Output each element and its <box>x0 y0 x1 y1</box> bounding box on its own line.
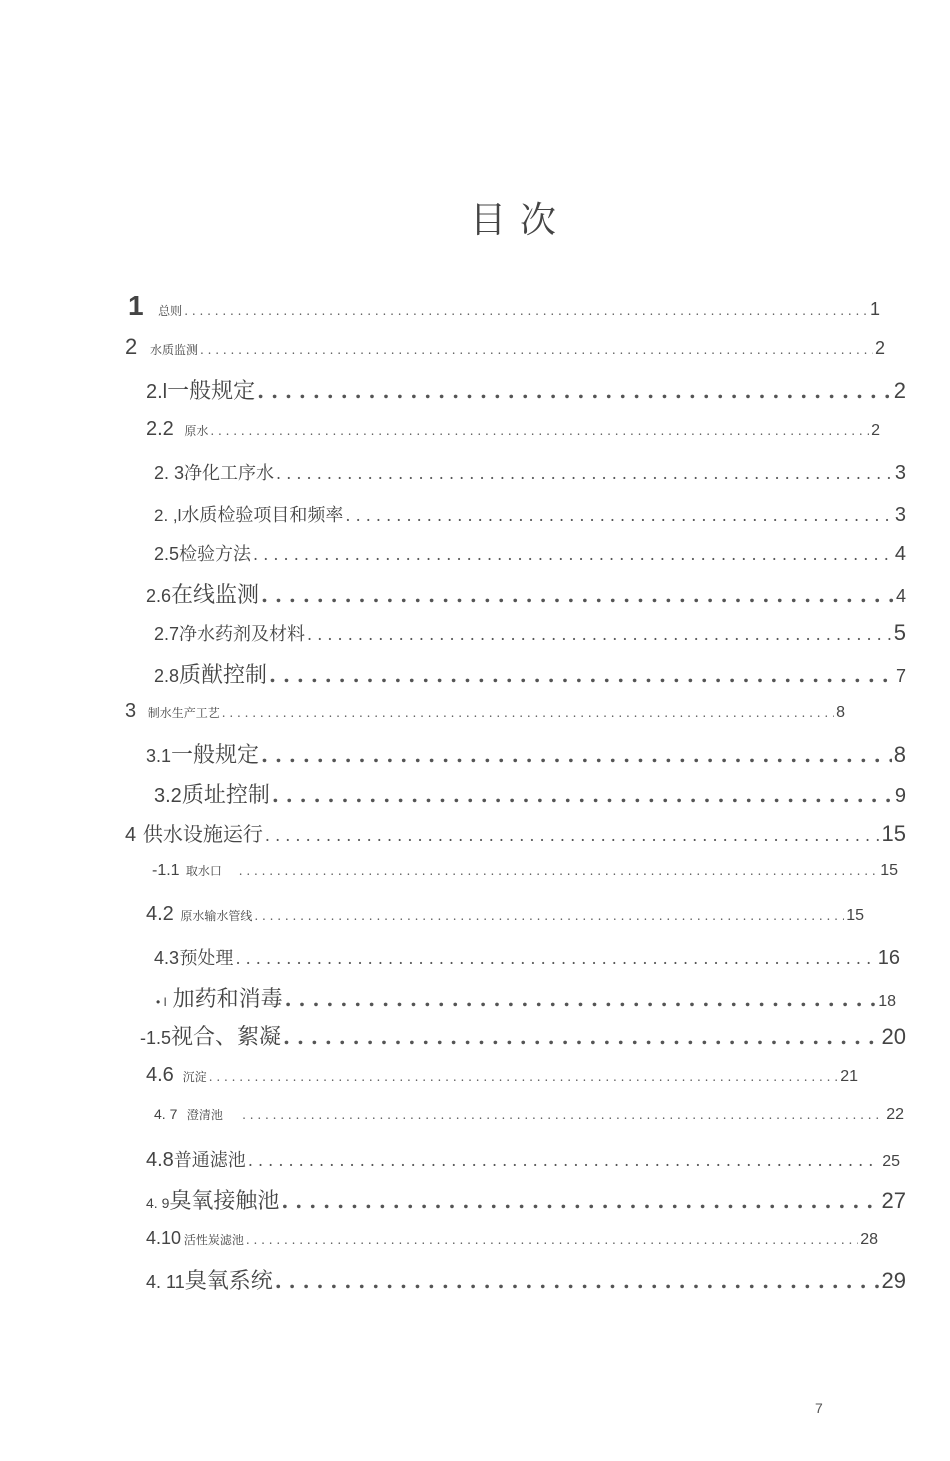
entry-label: 原水输水管线 <box>180 909 253 923</box>
toc-entry[interactable] <box>146 374 906 405</box>
toc-entry[interactable] <box>125 334 885 360</box>
toc-entry[interactable] <box>154 540 906 566</box>
entry-label: 活性炭滤池 <box>183 1233 244 1247</box>
entry-page: 28 <box>860 1231 878 1248</box>
page-number: 7 <box>815 1400 823 1416</box>
leader-dots <box>210 424 869 438</box>
leader-dots <box>235 949 875 968</box>
entry-label: 澄清池 <box>186 1108 223 1122</box>
entry-page: 20 <box>881 1024 906 1049</box>
entry-label: 质址控制 <box>181 783 270 808</box>
toc-entry[interactable] <box>140 1020 906 1051</box>
entry-page: 4 <box>895 586 906 606</box>
toc-entry[interactable] <box>154 501 906 527</box>
toc-entry[interactable] <box>146 1184 906 1215</box>
toc-entry[interactable] <box>152 862 898 880</box>
entry-number: 3 <box>125 700 137 722</box>
leader-dots <box>239 864 879 878</box>
leader-dots <box>253 545 893 564</box>
leader-dots <box>345 506 892 525</box>
leader-dots <box>276 464 893 483</box>
leader-dots <box>275 1269 880 1293</box>
leader-dots <box>200 343 873 357</box>
toc-entry[interactable] <box>146 903 864 926</box>
entry-label: 臭氧系统 <box>184 1269 273 1294</box>
leader-dots <box>242 1108 884 1122</box>
leader-dots <box>261 583 894 607</box>
entry-label: 原水 <box>184 424 209 438</box>
entry-page: 18 <box>878 993 896 1010</box>
entry-label: 视合、絮凝 <box>171 1025 282 1050</box>
entry-label: 供水设施运行 <box>142 822 263 846</box>
entry-label: 臭氧接触池 <box>169 1189 280 1214</box>
leader-dots <box>257 379 892 403</box>
entry-label: 取水口 <box>185 864 222 878</box>
entry-page: 29 <box>881 1268 906 1293</box>
entry-page: 7 <box>895 666 906 686</box>
entry-number: 4. 7 <box>154 1106 178 1122</box>
toc-entry[interactable] <box>154 459 906 485</box>
toc-entry[interactable] <box>154 658 906 689</box>
entry-label: 沉淀 <box>182 1070 207 1084</box>
entry-page: 15 <box>846 907 864 924</box>
entry-page: 27 <box>881 1188 906 1213</box>
leader-dots <box>184 304 868 318</box>
entry-number: 4 <box>125 824 137 846</box>
entry-label: 一般规定 <box>171 743 260 768</box>
entry-number: 4.3 <box>154 948 180 968</box>
toc-entry[interactable] <box>154 778 906 809</box>
entry-number: 2.6 <box>146 586 172 606</box>
entry-number: 2.2 <box>146 418 174 440</box>
entry-label: 总则 <box>158 304 183 318</box>
toc-entry[interactable] <box>146 738 906 769</box>
leader-dots <box>307 625 892 644</box>
toc-entry[interactable] <box>125 818 906 847</box>
entry-page: 8 <box>836 704 845 721</box>
entry-label: 水质检验项目和频率 <box>181 505 344 526</box>
entry-number: 2.7 <box>154 624 180 644</box>
leader-dots <box>209 1070 839 1084</box>
leader-dots <box>269 663 894 687</box>
leader-dots <box>246 1233 858 1247</box>
entry-number: 4.8 <box>146 1149 174 1171</box>
entry-page: 22 <box>886 1106 904 1123</box>
entry-number: 2. 3 <box>154 463 185 483</box>
toc-entry[interactable] <box>154 944 900 970</box>
entry-number: 2.l <box>146 381 168 403</box>
entry-number: 4.10 <box>146 1228 182 1248</box>
entry-page: 15 <box>881 821 906 846</box>
toc-entry[interactable] <box>146 1228 878 1249</box>
toc-entry[interactable] <box>128 290 880 322</box>
toc-entry[interactable] <box>156 982 896 1013</box>
entry-page: 4 <box>894 543 906 565</box>
entry-label: 一般规定 <box>167 379 256 404</box>
entry-page: 3 <box>894 462 906 484</box>
leader-dots <box>254 909 844 923</box>
entry-page: 3 <box>894 504 906 526</box>
entry-page: 2 <box>893 378 906 403</box>
toc-entry[interactable] <box>154 620 906 646</box>
entry-number: -1.1 <box>152 862 180 879</box>
entry-page: 1 <box>869 299 880 319</box>
toc-entry[interactable] <box>125 700 845 723</box>
leader-dots <box>265 826 880 845</box>
entry-number: 3.2 <box>154 785 182 807</box>
entry-number: 3.1 <box>146 746 172 766</box>
entry-page: 25 <box>882 1153 900 1170</box>
leader-dots <box>272 783 893 807</box>
entry-label: 质猷控制 <box>179 663 268 688</box>
entry-number: • I <box>156 995 167 1009</box>
entry-number: 4.6 <box>146 1064 174 1086</box>
entry-page: 8 <box>893 742 906 767</box>
toc-entry[interactable] <box>146 418 880 441</box>
leader-dots <box>285 987 877 1011</box>
entry-number: 4. 9 <box>146 1195 170 1211</box>
leader-dots <box>283 1025 879 1049</box>
entry-number: 2.8 <box>154 666 180 686</box>
toc-title: 目次 <box>469 200 570 241</box>
toc-entry[interactable] <box>146 1146 900 1172</box>
toc-entry[interactable] <box>154 1106 904 1124</box>
entry-page: 2 <box>874 338 885 358</box>
entry-label: 水质监测 <box>149 343 198 357</box>
entry-label: 净水药剂及材料 <box>179 624 306 645</box>
leader-dots <box>248 1151 880 1170</box>
toc-entry[interactable] <box>146 1064 858 1087</box>
entry-number: 1 <box>128 290 144 321</box>
entry-page: 16 <box>877 947 900 969</box>
entry-number: -1.5 <box>140 1028 172 1048</box>
entry-number: 4. 11 <box>146 1272 185 1292</box>
entry-number: 2 <box>125 334 138 359</box>
entry-page: 2 <box>871 422 880 439</box>
leader-dots <box>222 706 834 720</box>
entry-number: 2. ,l <box>154 506 182 525</box>
toc-entry[interactable] <box>146 1264 906 1295</box>
entry-page: 5 <box>893 620 906 645</box>
entry-page: 21 <box>840 1068 858 1085</box>
entry-label: 普通滤池 <box>173 1150 246 1171</box>
entry-label: 净化工序水 <box>184 463 275 484</box>
leader-dots <box>281 1189 879 1213</box>
entry-page: 15 <box>880 862 899 879</box>
entry-label: 加药和消毒 <box>172 987 283 1012</box>
entry-number: 2.5 <box>154 544 180 564</box>
entry-label: 预处理 <box>179 948 234 969</box>
leader-dots <box>261 743 892 767</box>
entry-label: 制水生产工艺 <box>147 706 220 720</box>
entry-label: 在线监测 <box>171 583 260 608</box>
entry-label: 检验方法 <box>179 544 252 565</box>
entry-page: 9 <box>894 785 906 807</box>
toc-entry[interactable] <box>146 578 906 609</box>
entry-number: 4.2 <box>146 903 174 925</box>
